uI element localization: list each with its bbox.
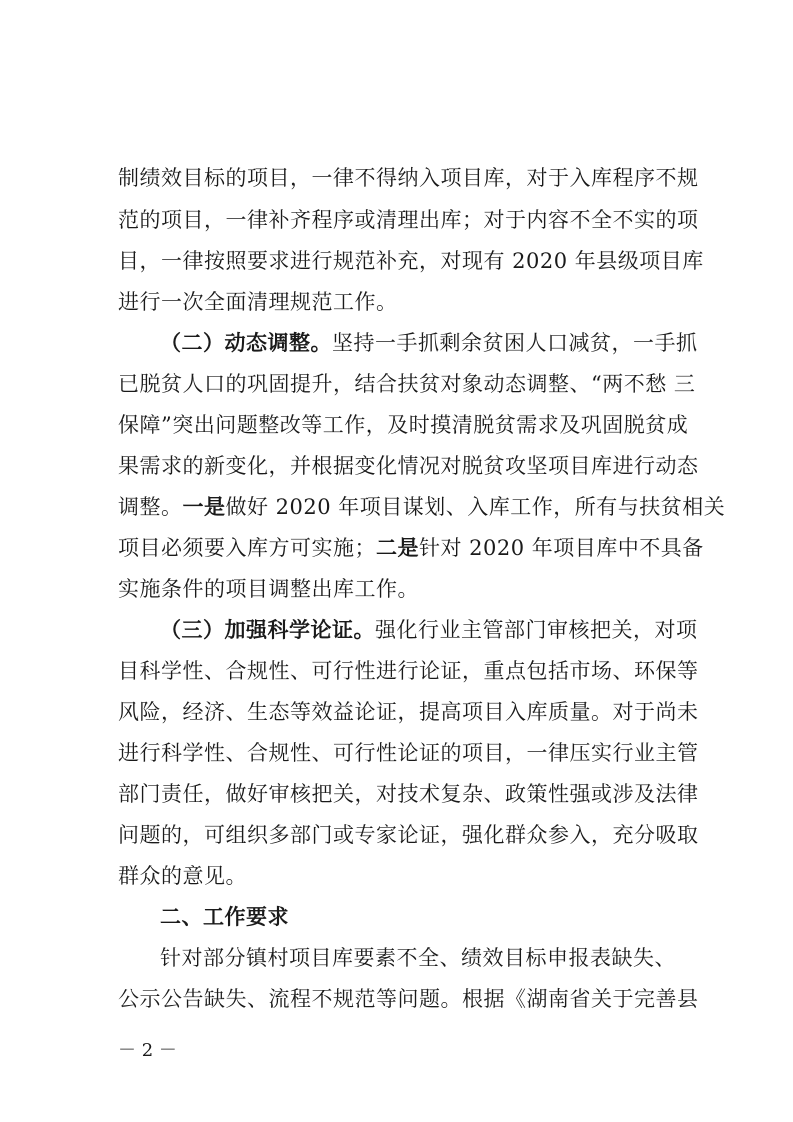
emphasis-text: 一是: [182, 495, 226, 519]
paragraph-line: 果需求的新变化，并根据变化情况对脱贫攻坚项目库进行动态: [118, 454, 699, 478]
section-dynamic-adjustment: [160, 331, 698, 355]
paragraph-line: 范的项目，一律补齐程序或清理出库；对于内容不全不实的项: [118, 208, 699, 232]
page-number: － 2 －: [118, 1040, 177, 1061]
paragraph-line: [118, 536, 704, 560]
section-title: （三）加强科学论证。: [160, 618, 375, 642]
paragraph-line: 问题的，可组织多部门或专家论证，强化群众参入，充分吸取: [118, 823, 699, 847]
paragraph-line: 实施条件的项目调整出库工作。: [118, 577, 419, 601]
paragraph-text: 针对 2020 年项目库中不具备: [419, 536, 704, 560]
paragraph-line: 目科学性、合规性、可行性进行论证，重点包括市场、环保等: [118, 659, 699, 683]
paragraph-line: 制绩效目标的项目，一律不得纳入项目库，对于入库程序不规: [118, 166, 699, 190]
section-heading-work-requirements: 二、工作要求: [160, 905, 289, 929]
paragraph-text: 做好 2020 年项目谋划、入库工作，所有与扶贫相关: [225, 495, 726, 519]
paragraph-text: 强化行业主管部门审核把关，对项: [375, 618, 698, 642]
paragraph-line: 公示公告缺失、流程不规范等问题。根据《湖南省关于完善县: [118, 987, 699, 1011]
paragraph-line: 目，一律按照要求进行规范补充，对现有 2020 年县级项目库: [118, 249, 704, 273]
paragraph-line: 保障”突出问题整改等工作，及时摸清脱贫需求及巩固脱贫成: [118, 413, 689, 437]
paragraph-text: 调整。: [118, 495, 183, 519]
paragraph-line: [118, 495, 726, 519]
paragraph-text: 项目必须要入库方可实施；: [118, 536, 376, 560]
paragraph-line: 已脱贫人口的巩固提升，结合扶贫对象动态调整、“两不愁 三: [118, 372, 696, 396]
paragraph-line: 进行一次全面清理规范工作。: [118, 290, 398, 314]
paragraph-line: 针对部分镇村项目库要素不全、绩效目标申报表缺失、: [160, 946, 676, 970]
emphasis-text: 二是: [376, 536, 419, 560]
paragraph-line: 风险，经济、生态等效益论证，提高项目入库质量。对于尚未: [118, 700, 699, 724]
paragraph-line: 部门责任，做好审核把关，对技术复杂、政策性强或涉及法律: [118, 782, 699, 806]
paragraph-line: 群众的意见。: [118, 864, 247, 888]
paragraph-line: 进行科学性、合规性、可行性论证的项目，一律压实行业主管: [118, 741, 699, 765]
paragraph-text: 坚持一手抓剩余贫困人口减贫，一手抓: [332, 331, 698, 355]
section-title: （二）动态调整。: [160, 331, 332, 355]
section-scientific-validation: [160, 618, 698, 642]
